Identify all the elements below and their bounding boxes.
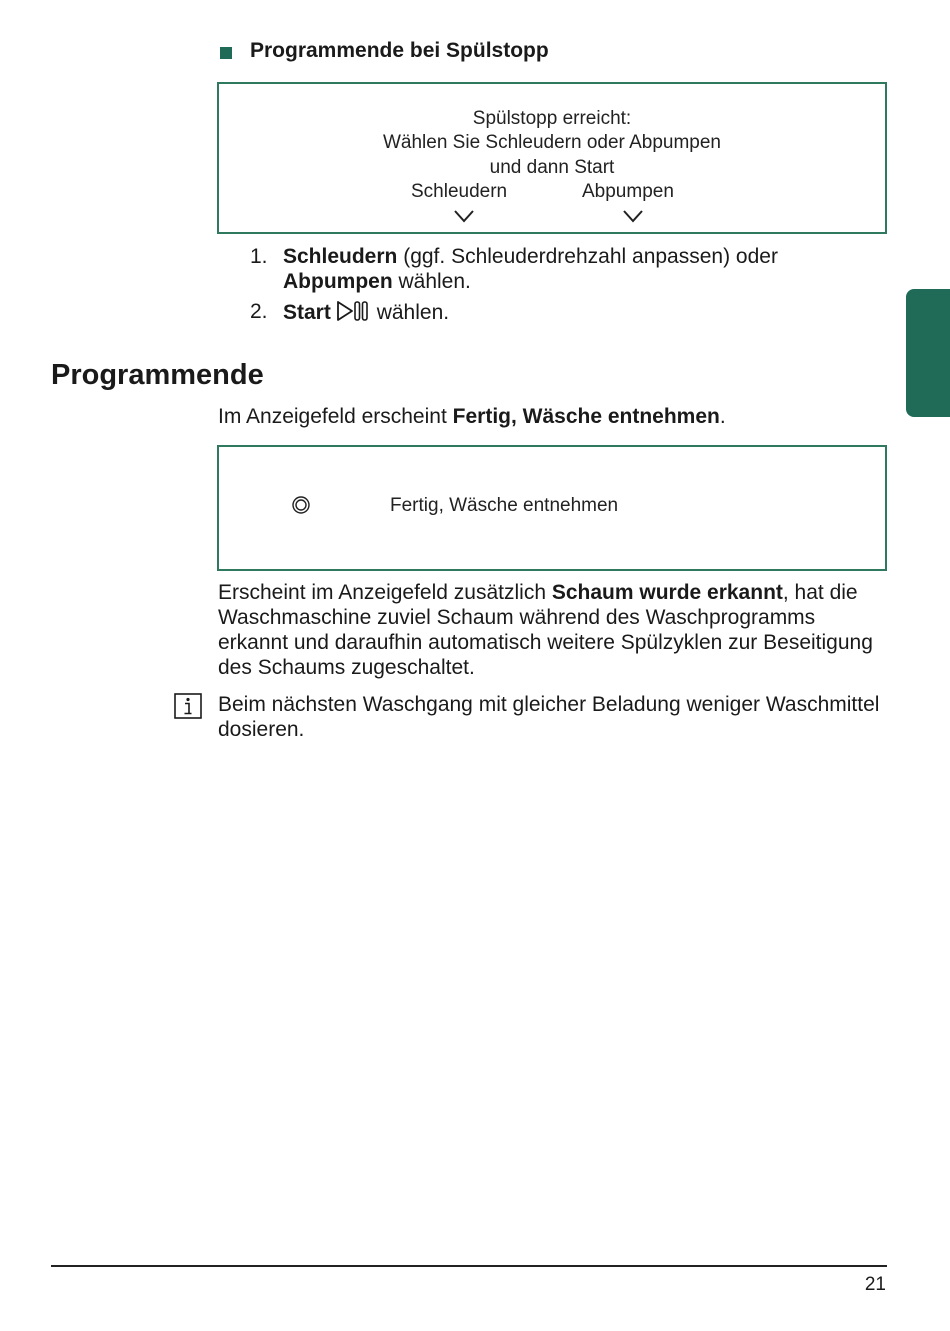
finished-icon [291, 495, 311, 515]
display-panel-finished [217, 445, 887, 571]
footer-rule [51, 1265, 887, 1267]
subsection-heading: Programmende bei Spülstopp [250, 39, 549, 62]
foam-paragraph [218, 580, 888, 680]
display-line-1: Spülstopp erreicht: [472, 108, 632, 129]
step-bold: Schleudern [283, 245, 398, 268]
display-line-2: Wählen Sie Schleudern oder Abpumpen [382, 132, 721, 153]
section-title: Programmende [51, 359, 264, 391]
step-text-part: wählen. [392, 270, 471, 293]
step-number: 1. [250, 245, 268, 268]
chapter-tab-marker [906, 289, 950, 417]
display-line-3: und dann Start [489, 157, 615, 178]
step-text [283, 299, 449, 325]
intro-bold: Fertig, Wäsche entnehmen [452, 405, 720, 428]
foam-bold: Schaum wurde erkannt [551, 581, 783, 604]
step-text-part: (ggf. Schleuderdrehzahl anpassen) oder [397, 245, 778, 268]
step-number: 2. [250, 300, 268, 323]
chevron-down-icon [453, 208, 475, 224]
info-icon [174, 693, 202, 719]
section-intro [218, 404, 726, 429]
square-bullet-icon [220, 47, 232, 59]
foam-text: Erscheint im Anzeigefeld zusätzlich [218, 581, 552, 604]
start-pause-icon [335, 299, 369, 323]
display-option-spin: Schleudern [411, 181, 508, 202]
page-number: 21 [864, 1274, 886, 1295]
chevron-down-icon [622, 208, 644, 224]
display-option-drain: Abpumpen [582, 181, 674, 202]
intro-end: . [719, 405, 726, 428]
display-message: Fertig, Wäsche entnehmen [390, 495, 619, 516]
step-bold: Start [283, 301, 331, 324]
intro-text: Im Anzeigefeld erscheint [218, 405, 453, 428]
foam-text-rest: , hat die Waschmaschine zuviel Schaum während des Waschprogramms erkannt und daraufhin automatisch weitere Spülzyklen zur Beseitigung des Schaums zugeschaltet. [218, 581, 873, 679]
info-note-text: Beim nächsten Waschgang mit gleicher Beladung weniger Waschmittel dosieren. [218, 693, 880, 741]
step-bold: Abpumpen [283, 270, 393, 293]
display-panel-rinse-stop [217, 82, 887, 234]
step-text-part: wählen. [370, 301, 450, 324]
step-text [283, 244, 883, 294]
